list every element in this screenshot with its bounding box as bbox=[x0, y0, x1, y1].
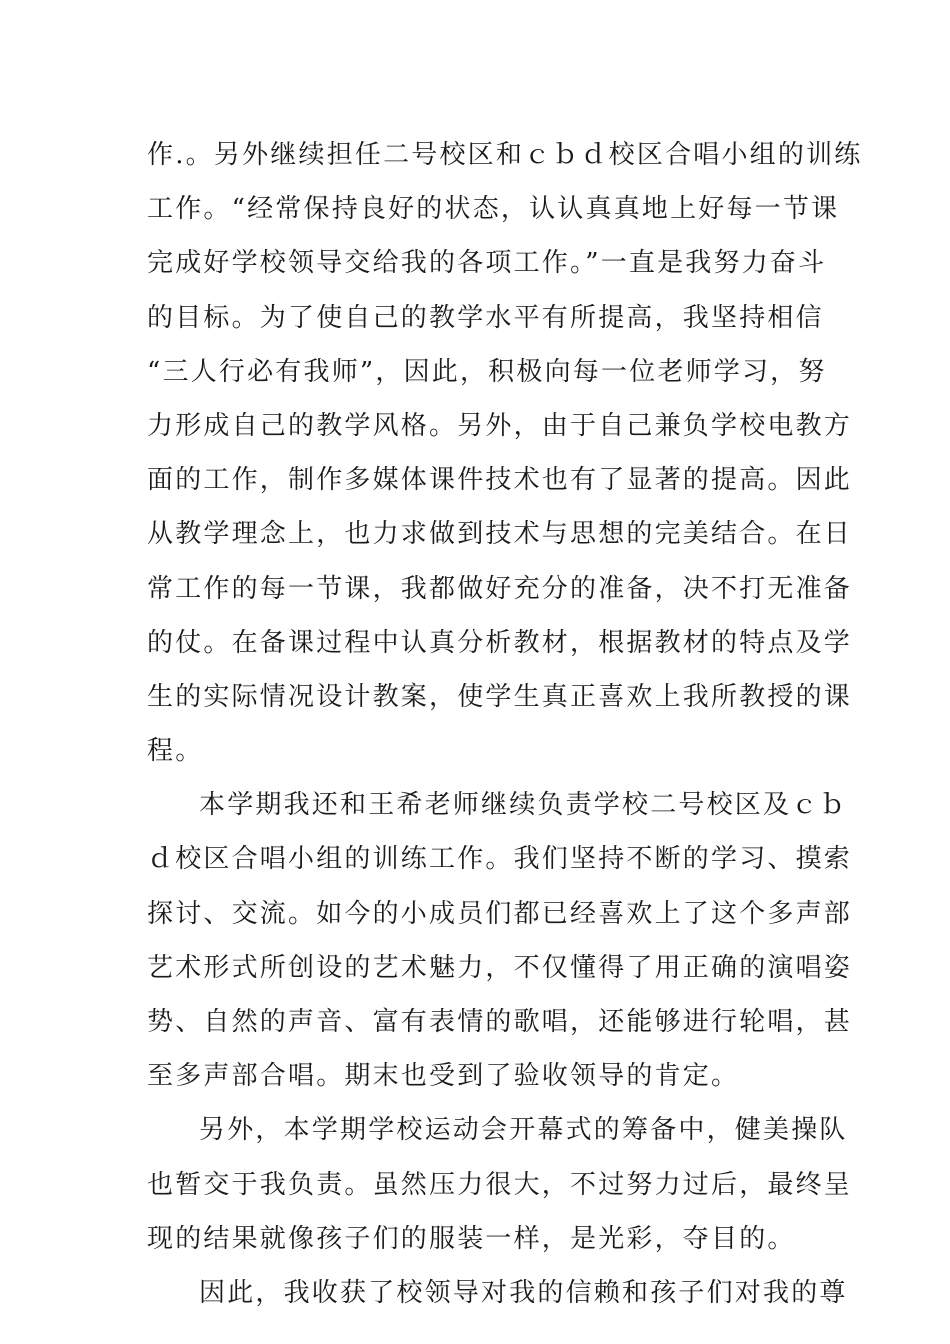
paragraph-1 bbox=[147, 128, 863, 778]
paragraph-2 bbox=[147, 778, 853, 1103]
paragraph-3 bbox=[147, 1103, 853, 1266]
text-line: “三人行必有我师”，因此，积极向每一位老师学习，努 bbox=[147, 356, 827, 387]
text-line: 的目标。为了使自己的教学水平有所提高，我坚持相信 bbox=[147, 302, 824, 333]
text-line: 程。 bbox=[147, 736, 204, 767]
text-line: 作.。另外继续担任二号校区和ｃｂｄ校区合唱小组的训练 bbox=[147, 140, 863, 170]
text-line: 力形成自己的教学风格。另外，由于自己兼负学校电教方 bbox=[147, 410, 853, 441]
text-line: 至多声部合唱。期末也受到了验收领导的肯定。 bbox=[147, 1061, 740, 1092]
text-line: 的仗。在备课过程中认真分析教材，根据教材的特点及学 bbox=[147, 627, 853, 658]
text-line: 艺术形式所创设的艺术魅力，不仅懂得了用正确的演唱姿 bbox=[147, 952, 853, 983]
text-line: 面的工作，制作多媒体课件技术也有了显著的提高。因此 bbox=[147, 465, 853, 496]
text-line: 探讨、交流。如今的小成员们都已经喜欢上了这个多声部 bbox=[147, 898, 853, 929]
text-line: ｄ校区合唱小组的训练工作。我们坚持不断的学习、摸索 bbox=[147, 844, 853, 875]
text-line: 从教学理念上，也力求做到技术与思想的完美结合。在日 bbox=[147, 519, 853, 550]
text-line: 因此，我收获了校领导对我的信赖和孩子们对我的尊 bbox=[199, 1277, 848, 1308]
text-line: 工作。“经常保持良好的状态，认认真真地上好每一节课 bbox=[147, 194, 840, 225]
text-line: 现的结果就像孩子们的服装一样，是光彩，夺目的。 bbox=[147, 1223, 796, 1254]
text-line: 生的实际情况设计教案，使学生真正喜欢上我所教授的课 bbox=[147, 681, 853, 712]
text-line: 完成好学校领导交给我的各项工作。”一直是我努力奋斗 bbox=[147, 248, 827, 279]
text-line: 势、自然的声音、富有表情的歌唱，还能够进行轮唱，甚 bbox=[147, 1007, 853, 1037]
document-body bbox=[147, 128, 863, 1320]
text-line: 也暂交于我负责。虽然压力很大，不过努力过后，最终呈 bbox=[147, 1169, 853, 1200]
paragraph-4 bbox=[147, 1266, 848, 1320]
text-line: 本学期我还和王希老师继续负责学校二号校区及ｃｂ bbox=[199, 790, 848, 821]
text-line: 常工作的每一节课，我都做好充分的准备，决不打无准备 bbox=[147, 573, 853, 604]
text-line: 另外，本学期学校运动会开幕式的筹备中，健美操队 bbox=[199, 1115, 848, 1146]
